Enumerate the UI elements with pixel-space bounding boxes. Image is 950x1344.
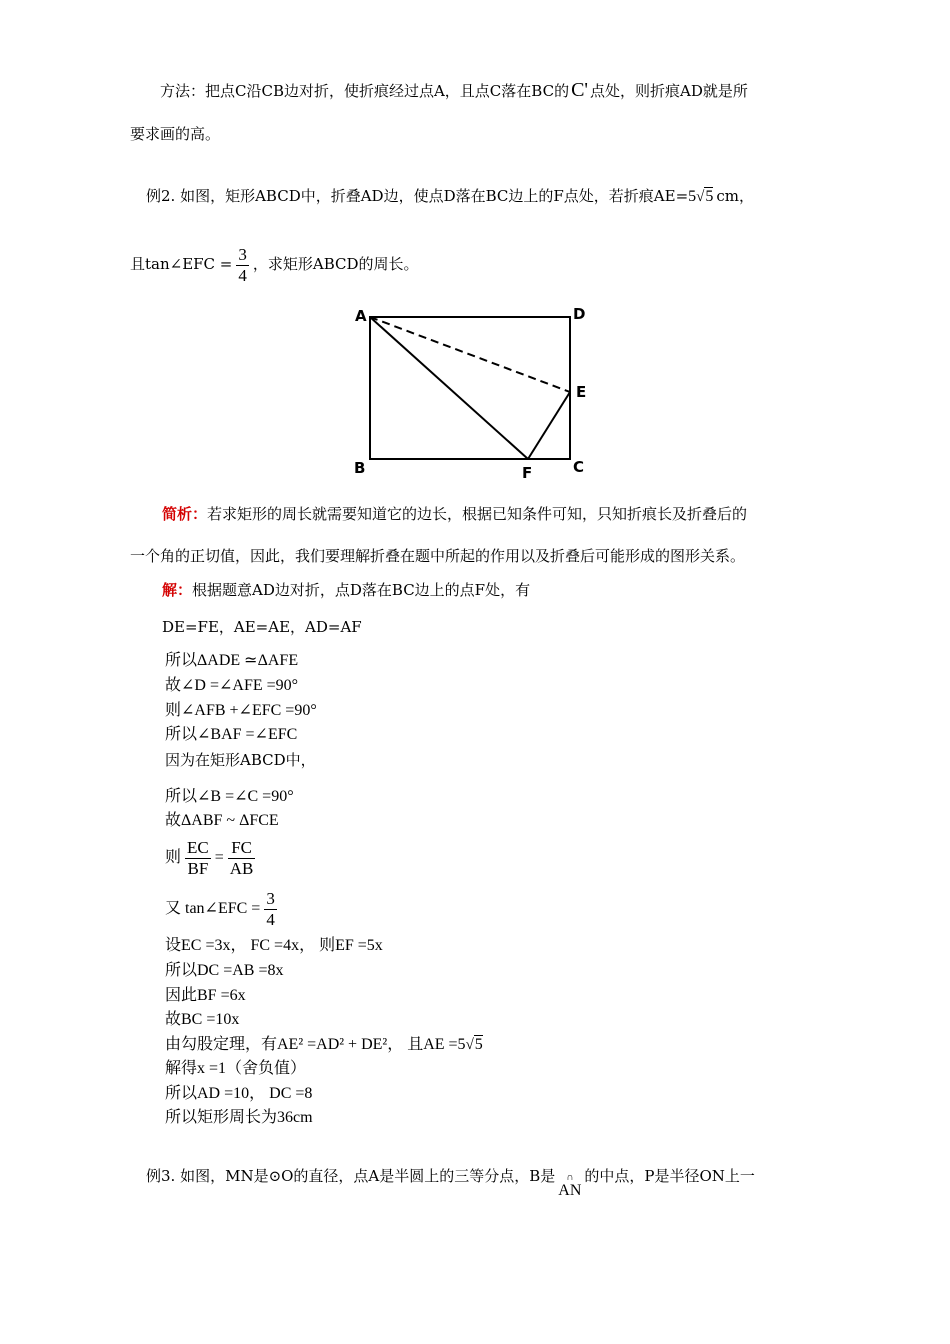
ratio-prefix: 则 bbox=[165, 849, 182, 866]
analysis-text-1: 若求矩形的周长就需要知道它的边长，根据已知条件可知，只知折痕长及折叠后的 bbox=[207, 505, 748, 523]
step-perimeter: 所以矩形周长为36cm bbox=[165, 1109, 313, 1126]
example-3-text-2: 的中点，P是半径ON上一 bbox=[584, 1167, 755, 1185]
tan-step-prefix: 又 tan∠EFC = bbox=[165, 900, 261, 917]
tan-numerator: 3 bbox=[238, 244, 247, 264]
label-c: C bbox=[573, 458, 585, 476]
analysis-line-2: 一个角的正切值，因此，我们要理解折叠在题中所起的作用以及折叠后可能形成的图形关系。 bbox=[130, 547, 746, 565]
c-prime-symbol: C' bbox=[571, 79, 589, 101]
solution-label: 解： bbox=[162, 581, 193, 599]
step-sides: 所以AD =10， DC =8 bbox=[165, 1085, 313, 1102]
label-b: B bbox=[354, 459, 366, 477]
step-pythagoras bbox=[165, 1035, 483, 1055]
tan-fraction bbox=[236, 245, 249, 286]
step-dc-ab: 所以DC =AB =8x bbox=[165, 962, 284, 979]
sqrt-icon: √ bbox=[465, 1037, 474, 1053]
pythagoras-radicand: 5 bbox=[474, 1036, 483, 1053]
label-d: D bbox=[573, 305, 586, 323]
arc-label: AN bbox=[558, 1182, 582, 1199]
tan-denominator: 4 bbox=[238, 265, 247, 285]
tan-step-numerator: 3 bbox=[266, 888, 275, 908]
ratio-2-numerator: FC bbox=[231, 837, 252, 857]
tan-suffix: ，求矩形ABCD的周长。 bbox=[252, 255, 419, 273]
step-tan bbox=[165, 887, 281, 931]
step-similar: 故ΔABF ~ ΔFCE bbox=[165, 812, 279, 829]
arc-icon: ∩ bbox=[566, 1172, 574, 1183]
tan-step-denominator: 4 bbox=[266, 909, 275, 929]
rectangle-abcd bbox=[370, 317, 570, 459]
analysis-line-1 bbox=[162, 504, 747, 524]
step-angle-d: 故∠D =∠AFE =90° bbox=[165, 677, 299, 694]
ratio-1-numerator: EC bbox=[187, 837, 209, 857]
method-text-2: 点处，则折痕AD就是所 bbox=[590, 82, 748, 100]
segment-fe bbox=[528, 392, 570, 459]
ae-unit: cm， bbox=[716, 187, 755, 205]
ratio-equals: = bbox=[214, 849, 224, 866]
ratio-1-denominator: BF bbox=[187, 858, 209, 878]
step-congruent: 所以ΔADE ≃ΔAFE bbox=[165, 652, 299, 669]
ae-value bbox=[688, 188, 713, 205]
ratio-fraction-2 bbox=[228, 838, 256, 879]
arc-an bbox=[558, 1174, 581, 1200]
ratio-fraction-1 bbox=[185, 838, 211, 879]
tan-prefix: 且tan∠EFC = bbox=[130, 255, 233, 273]
step-bf: 因此BF =6x bbox=[165, 987, 246, 1004]
pythagoras-text: 由勾股定理，有AE² =AD² + DE²， 且AE =5 bbox=[165, 1036, 466, 1053]
ratio-2-denominator: AB bbox=[229, 858, 254, 878]
analysis-label: 简析： bbox=[162, 505, 208, 523]
solution-text: 根据题意AD边对折，点D落在BC边上的点F处，有 bbox=[192, 581, 531, 599]
ae-coefficient: 5 bbox=[688, 188, 697, 205]
example-2-line-2 bbox=[130, 242, 419, 286]
step-bc: 故BC =10x bbox=[165, 1011, 240, 1028]
example-3-line bbox=[146, 1164, 755, 1199]
segment-af bbox=[370, 317, 528, 459]
example-2-text: 例2. 如图，矩形ABCD中，折叠AD边，使点D落在BC边上的F点处，若折痕AE= bbox=[146, 187, 689, 205]
fold-line-ae bbox=[370, 317, 570, 392]
step-ratio bbox=[165, 836, 259, 880]
ae-radicand: 5 bbox=[705, 188, 714, 205]
solution-intro bbox=[162, 580, 530, 600]
method-line-2: 要求画的高。 bbox=[130, 125, 221, 143]
method-text-1: 方法：把点C沿CB边对折，使折痕经过点A，且点C落在BC的 bbox=[160, 82, 570, 100]
step-right-angles: 所以∠B =∠C =90° bbox=[165, 788, 294, 805]
step-angle-equal: 所以∠BAF =∠EFC bbox=[165, 726, 298, 743]
example-3-text-1: 例3. 如图，MN是⊙O的直径，点A是半圆上的三等分点，B是 bbox=[146, 1167, 556, 1185]
example-2-line-1 bbox=[146, 186, 754, 207]
method-line-1 bbox=[160, 80, 748, 101]
step-let-x: 设EC =3x， FC =4x， 则EF =5x bbox=[165, 937, 383, 954]
label-a: A bbox=[355, 307, 367, 325]
solution-equalities: DE=FE，AE=AE，AD=AF bbox=[162, 618, 362, 636]
step-rectangle: 因为在矩形ABCD中， bbox=[165, 751, 316, 769]
step-solve: 解得x =1（舍负值） bbox=[165, 1060, 307, 1077]
step-angle-sum: 则∠AFB +∠EFC =90° bbox=[165, 702, 317, 719]
label-f: F bbox=[522, 464, 533, 482]
sqrt-icon: √ bbox=[696, 189, 705, 205]
tan-step-fraction bbox=[264, 889, 277, 930]
label-e: E bbox=[576, 383, 587, 401]
figure-lines bbox=[370, 317, 570, 459]
